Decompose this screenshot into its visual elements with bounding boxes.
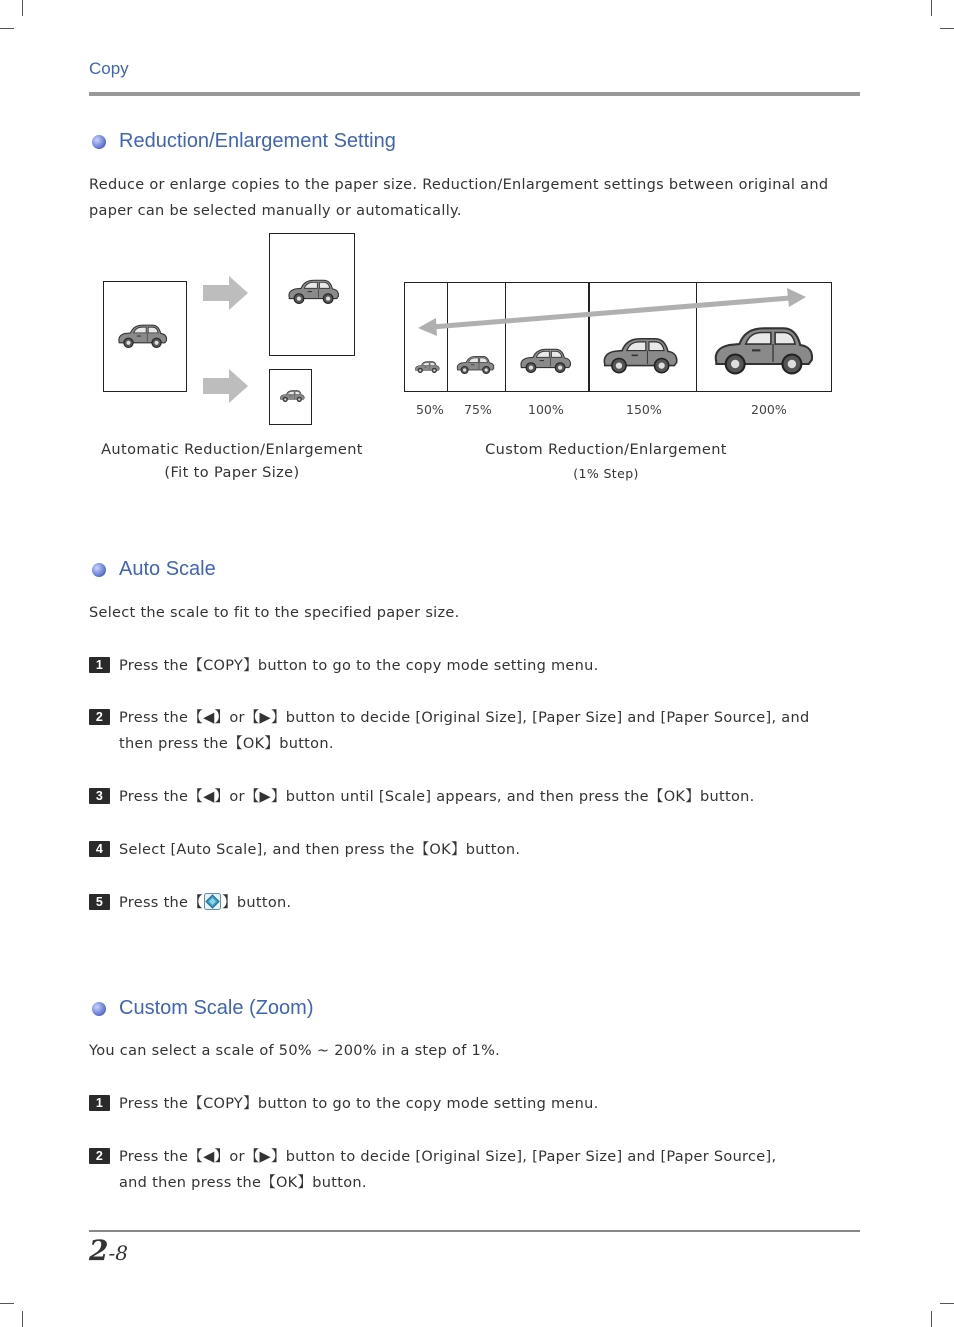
small-paper: [270, 370, 312, 425]
step-text: Press the【◀】or【▶】button until [Scale] appears, and then press the【OK】button.: [119, 789, 755, 805]
intro-line: Reduce or enlarge copies to the paper size. Reduction/Enlargement settings between original and: [89, 177, 829, 193]
step-number: 3: [89, 788, 110, 804]
step-number: 2: [89, 709, 110, 725]
car-image-150: [604, 339, 676, 373]
step-text: Press the【◀】or【▶】button to decide [Original Size], [Paper Size] and [Paper Source],: [119, 1149, 777, 1165]
step-text: then press the【OK】button.: [119, 736, 334, 752]
section-title-auto-scale: [89, 558, 216, 581]
step-text: Press the【: [119, 895, 204, 911]
percent-label: 75%: [464, 402, 492, 417]
section-title-reduction: [89, 130, 396, 153]
arrow-left-icon: [418, 318, 437, 336]
caption-line: Custom Reduction/Enlargement: [485, 442, 727, 458]
crop-mark: [931, 1311, 932, 1327]
auto-step-1: [89, 653, 849, 679]
step-number: 4: [89, 841, 110, 857]
footer-rule: [89, 1230, 860, 1232]
step-number: 5: [89, 894, 110, 910]
crop-mark: [940, 28, 954, 29]
car-image: [289, 280, 338, 303]
percent-label: 50%: [416, 402, 444, 417]
chapter-number: 2: [89, 1234, 109, 1267]
arrow-right-icon: [203, 276, 248, 310]
crop-mark: [22, 0, 23, 16]
car-image-100: [521, 349, 570, 372]
step-text: 】button.: [222, 895, 292, 911]
auto-step-4: [89, 837, 849, 863]
step-number: 1: [89, 1095, 110, 1111]
step-number: 2: [89, 1148, 110, 1164]
crop-mark: [940, 1303, 954, 1304]
crop-mark: [0, 1303, 14, 1304]
auto-caption: [92, 439, 372, 485]
section-title-text: Custom Scale (Zoom): [119, 997, 314, 1019]
step-text: and then press the【OK】button.: [119, 1175, 367, 1191]
crop-mark: [0, 28, 14, 29]
intro-line: paper can be selected manually or automatically.: [89, 203, 462, 219]
auto-step-5: [89, 890, 849, 919]
page-suffix: -8: [108, 1241, 128, 1265]
auto-step-2: [89, 705, 849, 757]
custom-caption: [466, 439, 746, 485]
bullet-icon: [92, 563, 106, 577]
figure-reduction: [0, 0, 954, 500]
section-title-custom-scale: [89, 997, 314, 1020]
car-image: [280, 391, 304, 402]
custom-step-2: [89, 1144, 849, 1196]
crop-mark: [931, 0, 932, 16]
step-text: Press the【COPY】button to go to the copy mode setting menu.: [119, 1096, 599, 1112]
reduction-intro: [89, 172, 828, 224]
auto-step-3: [89, 784, 849, 810]
arrow-right-icon: [203, 369, 248, 403]
section-title-text: Auto Scale: [119, 558, 216, 580]
percent-label: 150%: [626, 402, 662, 417]
custom-scale-intro: You can select a scale of 50% ~ 200% in a step of 1%.: [89, 1043, 501, 1059]
auto-scale-intro: Select the scale to fit to the specified paper size.: [89, 605, 460, 621]
arrow-right-icon: [787, 288, 806, 307]
car-image: [119, 325, 167, 347]
caption-line: (1% Step): [573, 466, 639, 481]
custom-strip: [405, 283, 832, 392]
figure-svg: [0, 0, 954, 500]
original-paper: [104, 282, 187, 392]
percent-label: 200%: [751, 402, 787, 417]
car-image-200: [716, 328, 812, 373]
scale-range-line: [432, 298, 790, 327]
step-text: Press the【◀】or【▶】button to decide [Original Size], [Paper Size] and [Paper Source], and: [119, 710, 810, 726]
step-number: 1: [89, 657, 110, 673]
custom-step-1: [89, 1091, 849, 1117]
start-button-icon: [204, 893, 221, 919]
header-section-label: Copy: [89, 59, 129, 78]
crop-mark: [22, 1311, 23, 1327]
step-text: Press the【COPY】button to go to the copy mode setting menu.: [119, 658, 599, 674]
step-text: Select [Auto Scale], and then press the【OK】button.: [119, 842, 521, 858]
section-title-text: Reduction/Enlargement Setting: [119, 130, 396, 152]
large-paper: [270, 234, 355, 356]
car-image-75: [457, 356, 494, 373]
car-image-50: [415, 362, 439, 373]
caption-line: (Fit to Paper Size): [164, 465, 300, 481]
caption-line: Automatic Reduction/Enlargement: [101, 442, 363, 458]
percent-label: 100%: [528, 402, 564, 417]
page-number: [89, 1234, 128, 1267]
bullet-icon: [92, 1002, 106, 1016]
bullet-icon: [92, 135, 106, 149]
header-rule: [89, 92, 860, 96]
